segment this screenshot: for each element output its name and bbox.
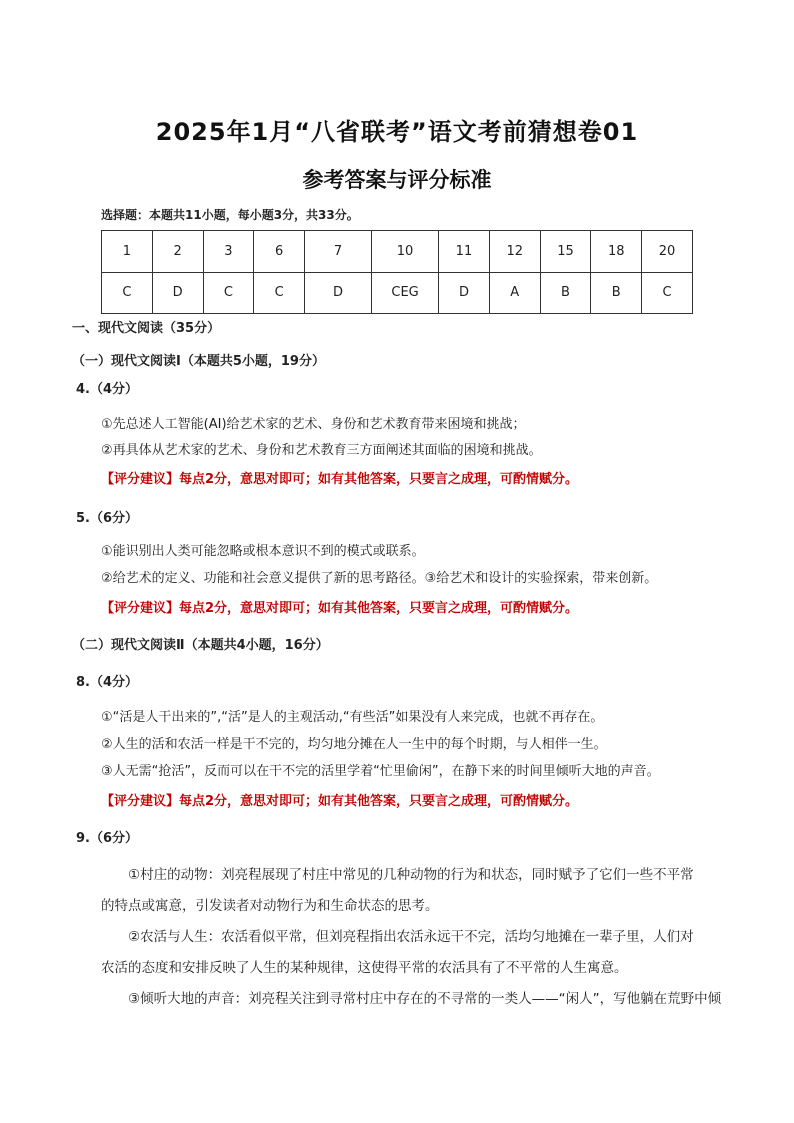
- answer-item: ③人无需“抢活”，反而可以在干不完的活里学着“忙里偷闲”，在静下来的时间里倾听大地的声音。: [101, 764, 660, 779]
- answer-cell: C: [254, 272, 305, 314]
- answer-cell: D: [439, 272, 490, 314]
- answer-cell: B: [591, 272, 642, 314]
- answer-cell: D: [152, 272, 203, 314]
- answer-cell: B: [540, 272, 591, 314]
- page-title: 2025年1月“八省联考”语文考前猜想卷01: [155, 118, 639, 146]
- part-heading: （一）现代文阅读Ⅰ（本题共5小题，19分）: [72, 354, 325, 369]
- answer-paragraph: ③倾听大地的声音：刘亮程关注到寻常村庄中存在的不寻常的一类人——“闲人”，写他躺在荒野中倾: [128, 991, 722, 1007]
- question-number-cell: 2: [152, 231, 203, 273]
- answer-paragraph: ①村庄的动物：刘亮程展现了村庄中常见的几种动物的行为和状态，同时赋予了它们一些不平常的特点或寓意，引发读者对动物行为和生命状态的思考。: [101, 867, 694, 914]
- question-number-cell: 18: [591, 231, 642, 273]
- answer-item: ①先总述人工智能(AI)给艺术家的艺术、身份和艺术教育带来困境和挑战；: [101, 417, 526, 432]
- answer-paragraph: ②农活与人生：农活看似平常，但刘亮程指出农活永远干不完，活均匀地摊在一辈子里，人们对农活的态度和安排反映了人生的某种规律，这使得平常的农活具有了不平常的人生寓意。: [101, 929, 694, 976]
- question-number-row: [102, 231, 693, 273]
- answer-item: ①能识别出人类可能忽略或根本意识不到的模式或联系。: [101, 544, 425, 559]
- question-label: 8.（4分）: [76, 675, 139, 690]
- answer-item: ②人生的活和农活一样是干不完的，均匀地分摊在人一生中的每个时期，与人相伴一生。: [101, 737, 607, 752]
- answer-cell: C: [102, 272, 153, 314]
- question-number-cell: 20: [642, 231, 693, 273]
- answer-cell: C: [203, 272, 254, 314]
- page-subtitle: 参考答案与评分标准: [302, 168, 492, 192]
- scoring-note: 【评分建议】每点2分，意思对即可；如有其他答案，只要言之成理，可酌情赋分。: [101, 472, 579, 487]
- answer-item: ②再具体从艺术家的艺术、身份和艺术教育三方面阐述其面临的困境和挑战。: [101, 443, 542, 458]
- question-label: 9.（6分）: [76, 831, 139, 846]
- question-number-cell: 11: [439, 231, 490, 273]
- choice-intro: 选择题：本题共11小题，每小题3分，共33分。: [101, 208, 359, 222]
- answer-table: [101, 230, 693, 314]
- question-number-cell: 3: [203, 231, 254, 273]
- question-number-cell: 1: [102, 231, 153, 273]
- question-number-cell: 15: [540, 231, 591, 273]
- part-heading: （二）现代文阅读Ⅱ（本题共4小题，16分）: [72, 638, 329, 653]
- section-heading: 一、现代文阅读（35分）: [72, 321, 221, 336]
- answer-row: [102, 272, 693, 314]
- answer-cell: C: [642, 272, 693, 314]
- question-label: 5.（6分）: [76, 511, 139, 526]
- answer-item: ①“活是人干出来的”,“活”是人的主观活动,“有些活”如果没有人来完成，也就不再存在。: [101, 710, 604, 725]
- question-number-cell: 6: [254, 231, 305, 273]
- scoring-note: 【评分建议】每点2分，意思对即可；如有其他答案，只要言之成理，可酌情赋分。: [101, 794, 579, 809]
- question-number-cell: 10: [372, 231, 439, 273]
- answer-item: ②给艺术的定义、功能和社会意义提供了新的思考路径。③给艺术和设计的实验探索，带来创新。: [101, 571, 658, 586]
- question-number-cell: 7: [305, 231, 372, 273]
- answer-cell: CEG: [372, 272, 439, 314]
- question-number-cell: 12: [489, 231, 540, 273]
- answer-cell: D: [305, 272, 372, 314]
- scoring-note: 【评分建议】每点2分，意思对即可；如有其他答案，只要言之成理，可酌情赋分。: [101, 601, 579, 616]
- answer-cell: A: [489, 272, 540, 314]
- question-label: 4.（4分）: [76, 382, 139, 397]
